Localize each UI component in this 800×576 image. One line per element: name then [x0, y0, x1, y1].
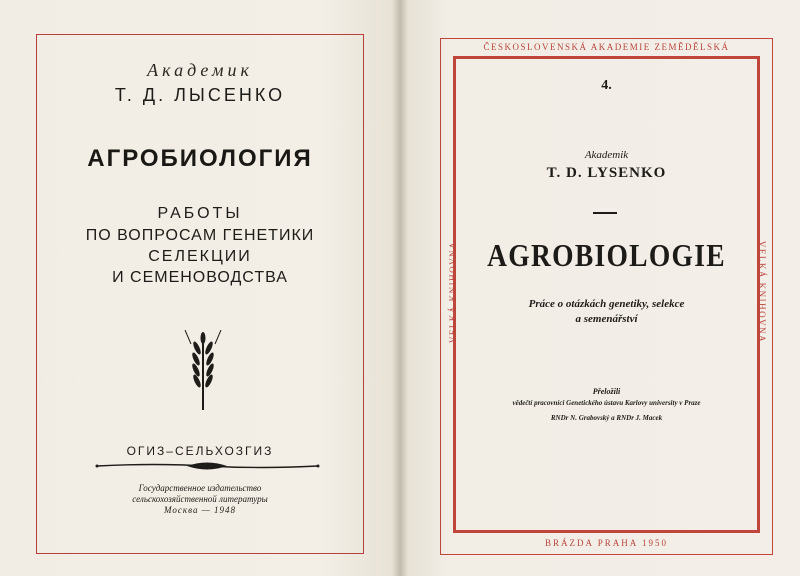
- right-academic-label: Akademik: [584, 149, 629, 161]
- right-side-label-left: VELKÁ KNIHOVNA: [448, 240, 458, 344]
- left-imprint-line: сельскохозяйственной литературы: [132, 494, 268, 504]
- right-author-name: T. D. LYSENKO: [546, 165, 667, 181]
- left-imprint-line: Государственное издательство: [138, 483, 262, 493]
- left-subtitle-line: РАБОТЫ: [157, 205, 243, 222]
- decorative-rule: [95, 459, 320, 473]
- right-footer: BRÁZDA PRAHA 1950: [544, 538, 668, 548]
- right-book-title: AGROBIOLOGIE: [487, 237, 726, 273]
- left-subtitle-line: И СЕМЕНОВОДСТВА: [112, 269, 288, 286]
- volume-number: 4.: [601, 78, 612, 93]
- translators-heading: Přeložili: [592, 387, 621, 396]
- left-page-frame: [36, 34, 364, 554]
- left-imprint-line: Москва — 1948: [164, 505, 236, 515]
- right-header: ČESKOSLOVENSKÁ AKADEMIE ZEMĚDĚLSKÁ: [483, 42, 730, 52]
- left-subtitle-line: СЕЛЕКЦИИ: [148, 248, 252, 265]
- book-gutter: [392, 0, 408, 576]
- left-academic-label: Академик: [147, 60, 253, 80]
- left-author-name: Т. Д. ЛЫСЕНКО: [114, 85, 286, 105]
- right-page-inner-frame: [453, 56, 760, 533]
- right-subtitle-line: a semenářství: [575, 313, 638, 325]
- right-subtitle-line: Práce o otázkách genetiky, selekce: [528, 298, 685, 310]
- right-side-label-right: VELKÁ KNIHOVNA: [757, 240, 767, 344]
- left-publisher: ОГИЗ–СЕЛЬХОЗГИЗ: [126, 444, 274, 458]
- left-subtitle-line: ПО ВОПРОСАМ ГЕНЕТИКИ: [85, 227, 315, 244]
- translators-line: RNDr N. Grabovský a RNDr J. Macek: [550, 414, 663, 422]
- wheat-ear-icon: [183, 330, 223, 412]
- title-divider: [593, 212, 617, 214]
- left-book-title: АГРОБИОЛОГИЯ: [87, 145, 313, 172]
- translators-line: vědečtí pracovníci Genetického ústavu Karlovy university v Praze: [512, 399, 701, 407]
